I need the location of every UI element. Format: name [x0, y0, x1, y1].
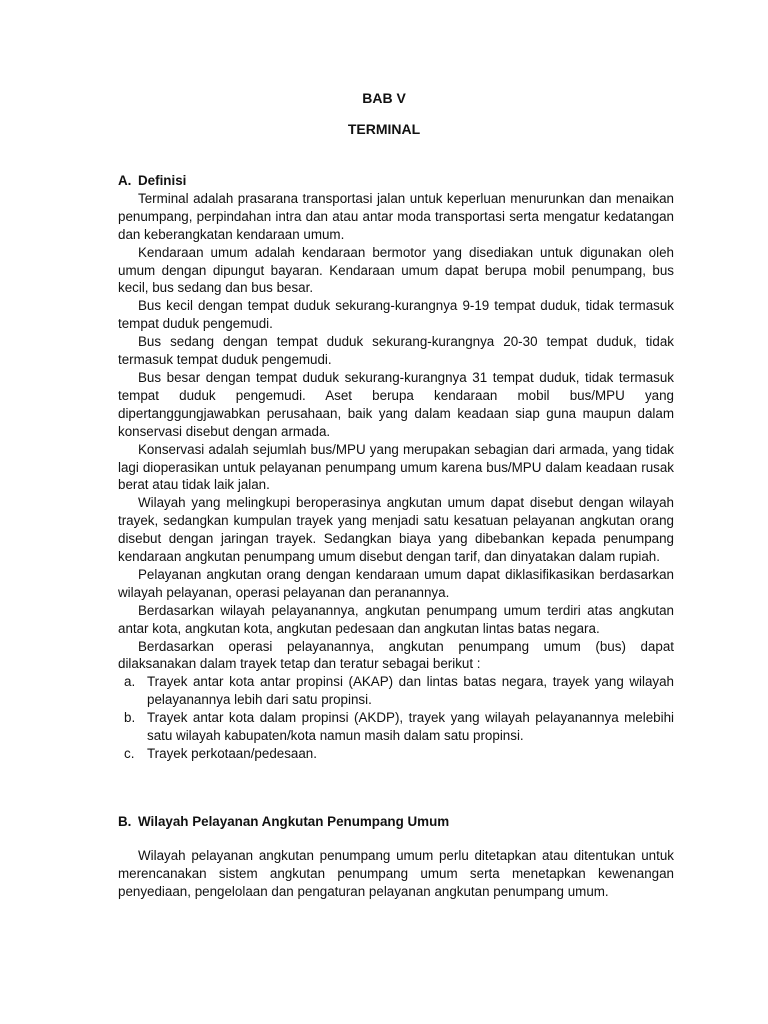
section-heading — [118, 172, 674, 190]
list-item — [118, 673, 674, 709]
section-wilayah-pelayanan — [118, 813, 674, 901]
paragraph: Bus besar dengan tempat duduk sekurang-kurangnya 31 tempat duduk, tidak termasuk tempat duduk pengemudi. Aset berupa kendaraan mobil bus/MPU yang dipertanggungjawabkan perusahaan, baik yang dalam keadaan siap guna maupun dalam konservasi disebut dengan armada. — [118, 369, 674, 439]
section-heading-text: Wilayah Pelayanan Angkutan Penumpang Umum — [138, 814, 450, 829]
list-item-text: Trayek antar kota dalam propinsi (AKDP), trayek yang wilayah pelayanannya melebihi satu wilayah kabupaten/kota namun masih dalam satu propinsi. — [147, 710, 674, 744]
paragraph: Terminal adalah prasarana transportasi jalan untuk keperluan menurunkan dan menaikan penumpang, perpindahan intra dan atau antar moda transportasi serta mengatur kedatangan dan keberangkatan kendaraan umum. — [118, 190, 674, 242]
section-letter: B. — [118, 814, 132, 829]
paragraph: Bus sedang dengan tempat duduk sekurang-kurangnya 20-30 tempat duduk, tidak termasuk tempat duduk pengemudi. — [118, 334, 674, 368]
list-item — [118, 745, 674, 763]
paragraph: Bus kecil dengan tempat duduk sekurang-kurangnya 9-19 tempat duduk, tidak termasuk tempat duduk pengemudi. — [118, 298, 674, 332]
section-heading — [118, 813, 674, 831]
chapter-number: BAB V — [362, 90, 406, 106]
chapter-title: TERMINAL — [347, 121, 421, 137]
paragraph: Berdasarkan wilayah pelayanannya, angkutan penumpang umum terdiri atas angkutan antar kota, angkutan kota, angkutan pedesaan dan angkutan lintas batas negara. — [118, 602, 674, 636]
list-marker: a. — [124, 674, 136, 690]
paragraph: Konservasi adalah sejumlah bus/MPU yang merupakan sebagian dari armada, yang tidak lagi dioperasikan untuk pelayanan penumpang umum karena bus/MPU dalam keadaan rusak berat atau tidak laik jalan. — [118, 441, 674, 493]
trayek-list — [118, 673, 674, 763]
list-marker: c. — [124, 746, 135, 761]
list-item-text: Trayek antar kota antar propinsi (AKAP) dan lintas batas negara, trayek yang wilayah pelayanannya lebih dari satu propinsi. — [147, 674, 674, 708]
section-letter: A. — [118, 173, 132, 188]
paragraph: Kendaraan umum adalah kendaraan bermotor yang disediakan untuk digunakan oleh umum dengan dipungut bayaran. Kendaraan umum dapat berupa mobil penumpang, bus kecil, bus sedang dan bus besar. — [118, 244, 674, 296]
paragraph: Wilayah pelayanan angkutan penumpang umum perlu ditetapkan atau ditentukan untuk merencanakan sistem angkutan penumpang umum serta menetapkan kewenangan penyediaan, pengelolaan dan pengaturan pelayanan angkutan penumpang umum. — [118, 847, 674, 899]
list-marker: b. — [124, 710, 136, 726]
section-definisi — [118, 172, 674, 763]
section-heading-text: Definisi — [138, 173, 187, 188]
list-item-text: Trayek perkotaan/pedesaan. — [147, 746, 317, 761]
paragraph: Berdasarkan operasi pelayanannya, angkutan penumpang umum (bus) dapat dilaksanakan dalam trayek tetap dan teratur sebagai berikut : — [118, 638, 674, 672]
paragraph: Wilayah yang melingkupi beroperasinya angkutan umum dapat disebut dengan wilayah trayek, sedangkan kumpulan trayek yang menjadi satu kesatuan pelayanan angkutan orang disebut dengan jaringan trayek. Sedangkan biaya yang dibebankan kepada penumpang kendaraan angkutan penumpang umum disebut dengan tarif, dan dinyatakan dalam rupiah. — [118, 495, 674, 565]
list-item — [118, 709, 674, 745]
paragraph: Pelayanan angkutan orang dengan kendaraan umum dapat diklasifikasikan berdasarkan wilayah pelayanan, operasi pelayanan dan peranannya. — [118, 566, 674, 600]
